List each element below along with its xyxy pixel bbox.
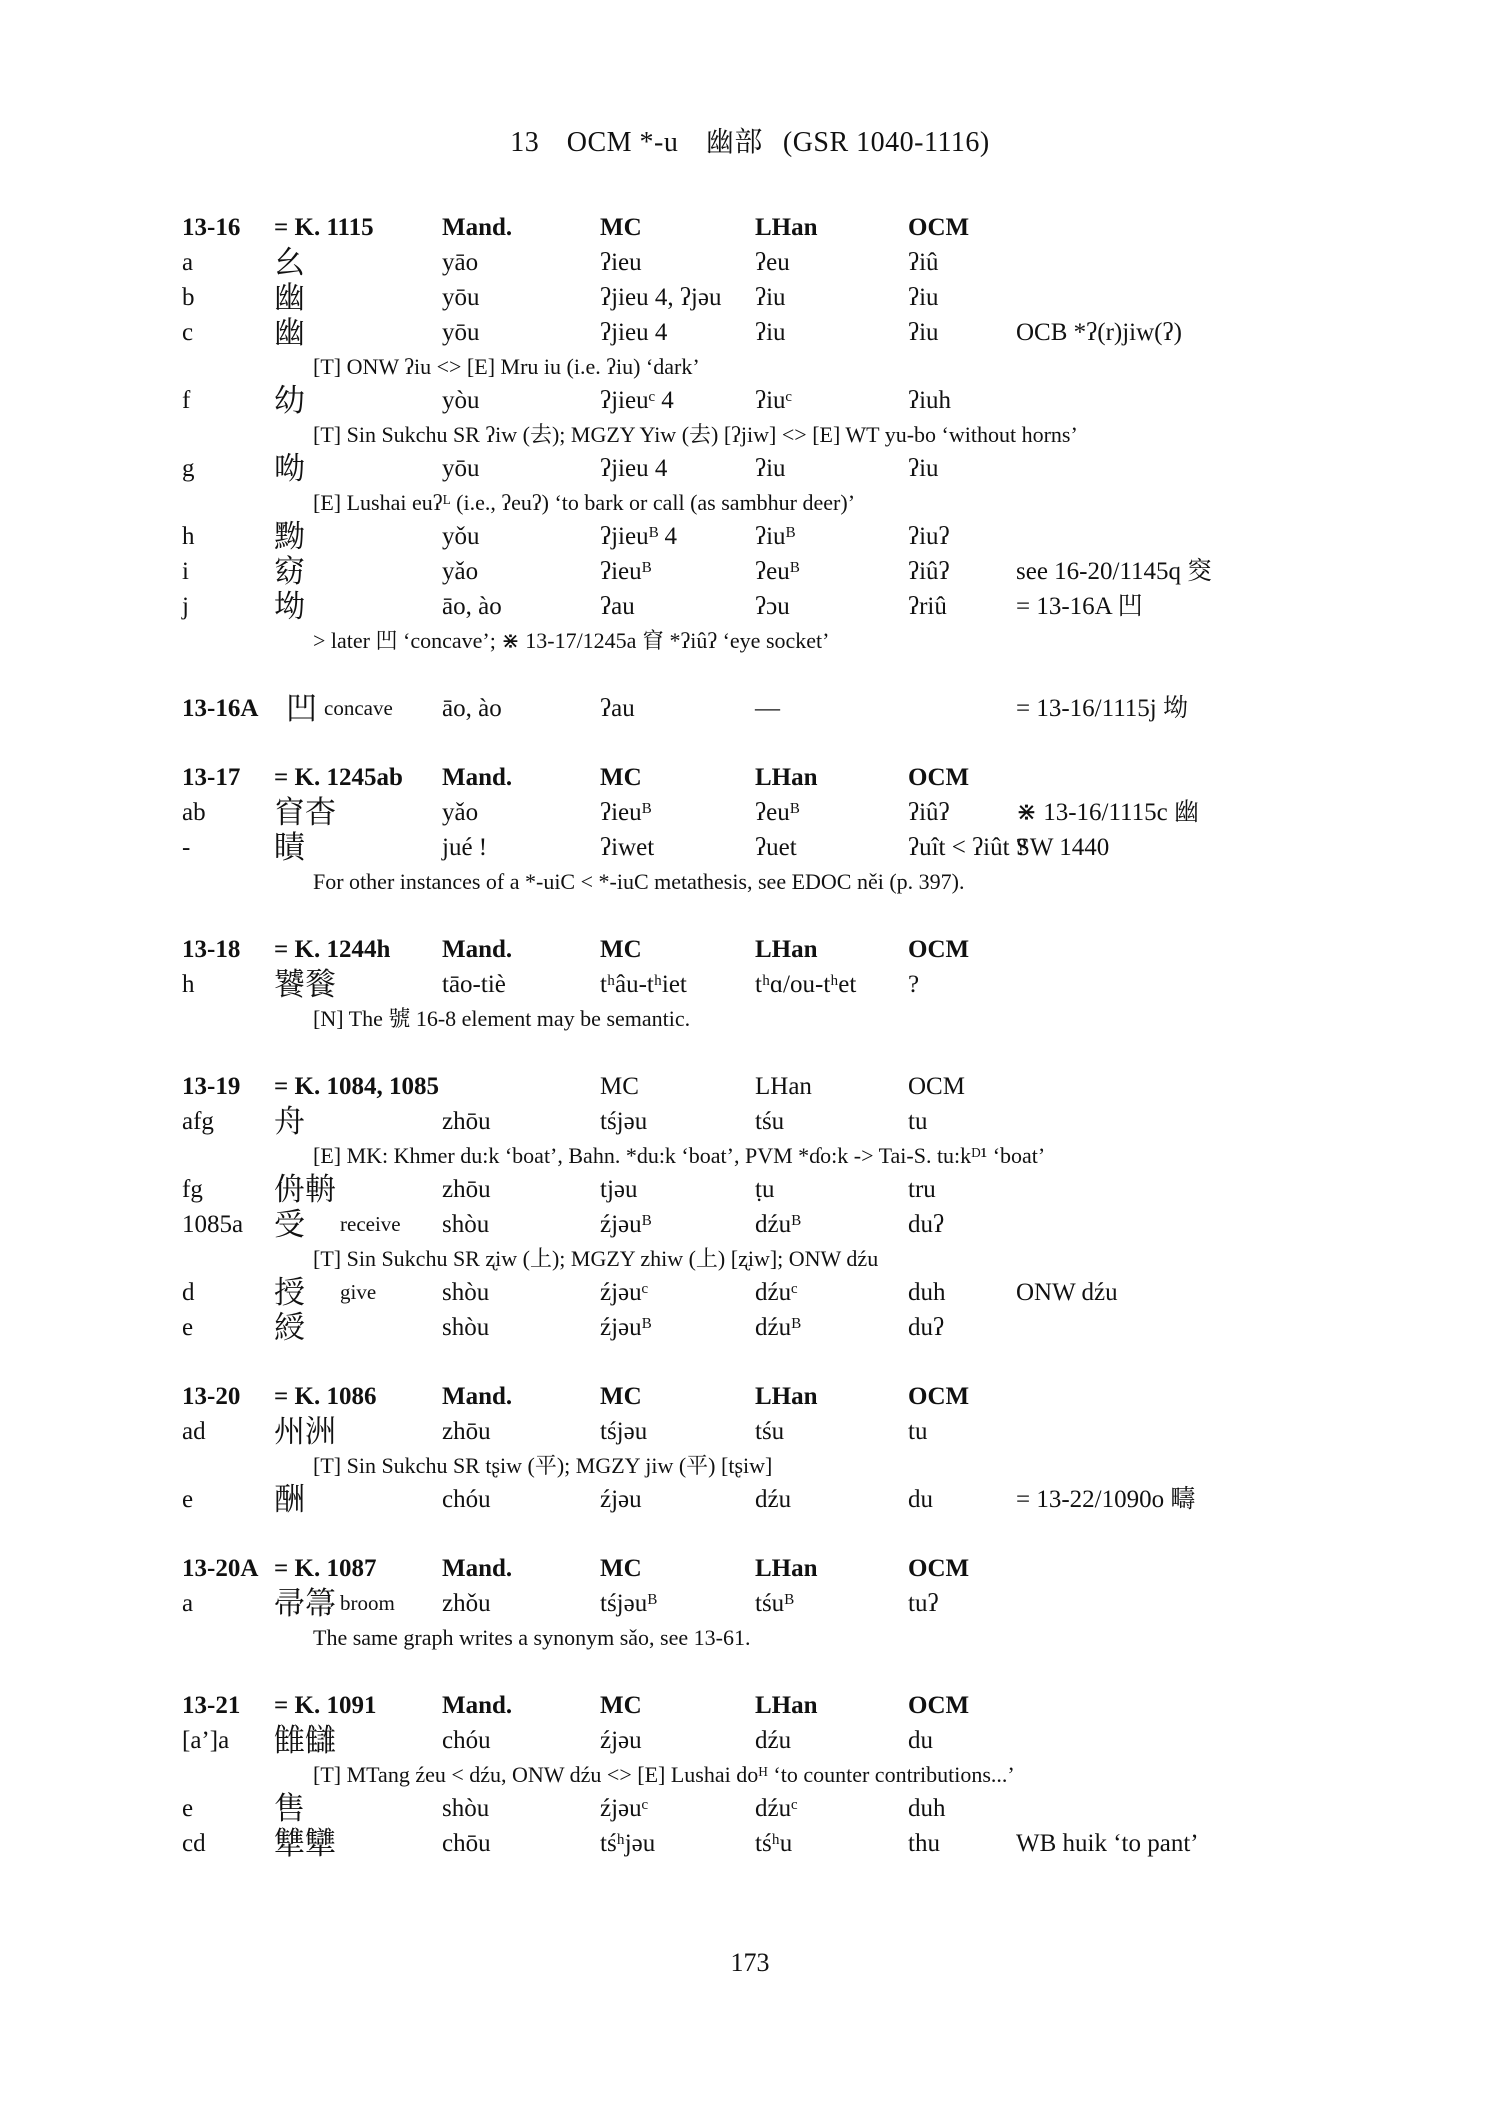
- entry-id: i: [182, 558, 189, 585]
- entry-row: [182, 1482, 1322, 1517]
- karlgren-ref: = K. 1245ab: [274, 764, 403, 791]
- entry-row: [182, 1723, 1322, 1758]
- col-header-mand: Mand.: [442, 936, 513, 963]
- entry-row: [182, 383, 1322, 418]
- chapter-chinese: 幽部: [705, 127, 763, 158]
- entry-mc: tʰâu-tʰiet: [600, 971, 687, 998]
- entry-ocm: ʔiu: [908, 319, 939, 346]
- entry-row: [182, 1826, 1322, 1861]
- entry-id: c: [182, 319, 194, 346]
- entry-mand: zhōu: [442, 1108, 491, 1135]
- entry-lhan: dźu: [755, 1727, 792, 1754]
- entry-row: [182, 967, 1322, 1002]
- entry-graph: 幺: [274, 245, 305, 280]
- entry-lhan: dźuᴮ: [755, 1314, 801, 1341]
- section-id: 13-19: [182, 1073, 241, 1100]
- entry-mand: yōu: [442, 455, 480, 482]
- entry-graph: 坳: [274, 589, 305, 624]
- entry-lhan: ʔeuᴮ: [755, 799, 800, 826]
- entry-id: e: [182, 1795, 194, 1822]
- entry-mc: ʔiwet: [600, 834, 655, 861]
- entry-id: h: [182, 971, 195, 998]
- section-id: 13-20: [182, 1383, 241, 1410]
- entry-id: -: [182, 834, 191, 861]
- entry-lhan: tśʰu: [755, 1830, 793, 1857]
- entry-mand: shòu: [442, 1795, 490, 1822]
- entry-id: cd: [182, 1830, 206, 1857]
- entry-mc: źjəuᴮ: [600, 1211, 652, 1238]
- entry-ocm: tru: [908, 1176, 936, 1203]
- entry-note: OCB *ʔ(r)jiw(ʔ): [1016, 319, 1182, 346]
- entry-graph: 呦: [274, 451, 305, 486]
- entry-comment: > later 凹 ‘concave’; ⋇ 13-17/1245a 窅 *ʔiûʔ ‘eye socket’: [313, 628, 830, 653]
- entry-mand: shòu: [442, 1211, 490, 1238]
- entry-lhan: —: [755, 695, 780, 722]
- entry-ocm: ʔriû: [908, 593, 947, 620]
- entry-comment: [T] Sin Sukchu SR ʐiw (上); MGZY zhiw (上) [ʐiw]; ONW dźu: [313, 1246, 879, 1271]
- entry-section: [182, 1551, 1322, 1654]
- entry-mand: chōu: [442, 1830, 491, 1857]
- entry-note: WB huik ‘to pant’: [1016, 1830, 1199, 1857]
- entry-graph: 售: [274, 1791, 305, 1826]
- karlgren-ref: = K. 1084, 1085: [274, 1073, 439, 1100]
- col-header-ocm: OCM: [908, 1073, 965, 1100]
- entry-id: e: [182, 1486, 194, 1513]
- section-id: 13-20A: [182, 1555, 259, 1582]
- entry-graph: 舟: [274, 1104, 305, 1139]
- chapter-number: 13: [510, 127, 540, 158]
- entry-lhan: tśu: [755, 1108, 785, 1135]
- entry-ocm: tu: [908, 1108, 928, 1135]
- section-header: [182, 1069, 1322, 1104]
- entry-section: [182, 210, 1322, 657]
- entry-id: afg: [182, 1108, 214, 1135]
- entry-mand: yāo: [442, 249, 479, 276]
- entry-comment: [T] Sin Sukchu SR ʔiw (去); MGZY Yiw (去) [ʔjiw] <> [E] WT yu-bo ‘without horns’: [313, 422, 1078, 447]
- entry-mand: āo, ào: [442, 593, 502, 620]
- entry-ocm: duʔ: [908, 1314, 945, 1341]
- col-header-mc: MC: [600, 1073, 639, 1100]
- col-header-mand: Mand.: [442, 214, 513, 241]
- entry-row: [182, 795, 1322, 830]
- col-header-lhan: LHan: [755, 1692, 818, 1719]
- col-header-ocm: OCM: [908, 764, 970, 791]
- entry-ocm: duʔ: [908, 1211, 945, 1238]
- entry-comment: [N] The 號 16-8 element may be semantic.: [313, 1006, 691, 1031]
- entry-row: [182, 1586, 1322, 1621]
- col-header-mc: MC: [600, 214, 642, 241]
- entry-mc: ʔjieuᶜ 4: [600, 387, 674, 414]
- entry-mc: źjəu: [600, 1486, 642, 1513]
- entry-ocm: duh: [908, 1279, 946, 1306]
- entry-mc: ʔieuᴮ: [600, 799, 652, 826]
- entry-row: [182, 1791, 1322, 1826]
- section-id: 13-17: [182, 764, 241, 791]
- entry-graph: 幽: [274, 280, 305, 315]
- entry-mand: yǎo: [442, 558, 479, 585]
- entry-row: [182, 1172, 1322, 1207]
- entry-ocm: tuʔ: [908, 1590, 939, 1617]
- entry-lhan: ʔiu: [755, 455, 786, 482]
- entry-lhan: dźuᶜ: [755, 1795, 798, 1822]
- entry-lhan: ʔiuᴮ: [755, 523, 796, 550]
- entry-ocm: ʔuît < ʔiût ?: [908, 834, 1027, 861]
- page-header: [0, 120, 1500, 160]
- entry-id: f: [182, 387, 191, 414]
- entry-row: [182, 589, 1322, 624]
- section-id: 13-18: [182, 936, 241, 963]
- col-header-ocm: OCM: [908, 214, 970, 241]
- entry-row: [182, 1104, 1322, 1139]
- entry-note: ONW dźu: [1016, 1279, 1118, 1306]
- entry-row: [182, 1310, 1322, 1345]
- col-header-lhan: LHan: [755, 1383, 818, 1410]
- entry-graph: 受: [274, 1207, 305, 1242]
- entry-section: [182, 932, 1322, 1035]
- section-header: [182, 760, 1322, 795]
- entry-row: [182, 691, 1322, 726]
- col-header-mand: Mand.: [442, 1692, 513, 1719]
- entry-graph: 窈: [274, 554, 305, 589]
- section-id: 13-21: [182, 1692, 241, 1719]
- section-id: 13-16A: [182, 695, 259, 722]
- entry-ocm: duh: [908, 1795, 946, 1822]
- entry-section: [182, 760, 1322, 898]
- entry-note: = 13-16/1115j 坳: [1016, 695, 1188, 722]
- entry-mand: yǒu: [442, 523, 480, 550]
- col-header-ocm: OCM: [908, 1383, 970, 1410]
- entry-lhan: ʔɔu: [755, 593, 790, 620]
- page-number: 173: [730, 1948, 770, 1977]
- entry-graph: 侜輈: [274, 1172, 336, 1207]
- entry-graph: 窅杳: [274, 795, 336, 830]
- karlgren-ref: = K. 1244h: [274, 936, 391, 963]
- entry-section: [182, 1069, 1322, 1345]
- entry-mand: yōu: [442, 319, 480, 346]
- karlgren-ref: = K. 1087: [274, 1555, 377, 1582]
- entry-id: b: [182, 284, 195, 311]
- entry-mc: ʔau: [600, 593, 635, 620]
- entry-gloss: concave: [324, 696, 393, 720]
- entry-mc: tjəu: [600, 1176, 638, 1203]
- entry-lhan: ʔiuᶜ: [755, 387, 792, 414]
- entry-mand: yǎo: [442, 799, 479, 826]
- col-header-lhan: LHan: [755, 936, 818, 963]
- entry-lhan: ʔiu: [755, 284, 786, 311]
- entry-mc: tśjəuᴮ: [600, 1590, 657, 1617]
- entry-ocm: thu: [908, 1830, 940, 1857]
- entry-id: g: [182, 455, 195, 482]
- section-id: 13-16: [182, 214, 241, 241]
- entry-id: [a’]a: [182, 1727, 230, 1754]
- karlgren-ref: = K. 1091: [274, 1692, 377, 1719]
- entry-ocm: du: [908, 1486, 933, 1513]
- entry-mc: źjəuᶜ: [600, 1795, 649, 1822]
- entry-graph: 帚箒: [274, 1586, 336, 1621]
- entry-comment: [T] ONW ʔiu <> [E] Mru iu (i.e. ʔiu) ‘dark’: [313, 354, 700, 379]
- entry-row: [182, 280, 1322, 315]
- entry-ocm: ?: [908, 971, 920, 998]
- entry-gloss: broom: [340, 1591, 395, 1615]
- entry-comment: [E] Lushai euʔᴸ (i.e., ʔeuʔ) ‘to bark or call (as sambhur deer)’: [313, 490, 856, 515]
- entry-lhan: tʰɑ/ou-tʰet: [755, 971, 857, 998]
- entry-ocm: ʔiûʔ: [908, 799, 950, 826]
- entry-lhan: ʔeu: [755, 249, 790, 276]
- entry-id: ad: [182, 1418, 206, 1445]
- entry-id: fg: [182, 1176, 203, 1203]
- col-header-mc: MC: [600, 936, 642, 963]
- entry-id: a: [182, 1590, 194, 1617]
- entry-mc: ʔieu: [600, 249, 642, 276]
- entry-ocm: tu: [908, 1418, 928, 1445]
- section-header: [182, 210, 1322, 245]
- karlgren-ref: = K. 1086: [274, 1383, 377, 1410]
- entry-id: a: [182, 249, 194, 276]
- section-header: [182, 1551, 1322, 1586]
- entry-gloss: receive: [340, 1212, 401, 1236]
- entry-ocm: ʔiû: [908, 249, 939, 276]
- entry-mc: tśjəu: [600, 1418, 648, 1445]
- entry-lhan: ʔeuᴮ: [755, 558, 800, 585]
- entry-graph: 饕餮: [274, 967, 336, 1002]
- section-header: [182, 932, 1322, 967]
- entry-mand: yòu: [442, 387, 480, 414]
- entry-mand: yōu: [442, 284, 480, 311]
- entry-graph: 授: [274, 1275, 305, 1310]
- entry-mc: źjəu: [600, 1727, 642, 1754]
- entry-graph: 雔讎: [274, 1723, 336, 1758]
- entry-row: [182, 830, 1322, 865]
- entry-id: ab: [182, 799, 206, 826]
- entry-id: d: [182, 1279, 195, 1306]
- entry-id: e: [182, 1314, 194, 1341]
- entry-ocm: ʔiuʔ: [908, 523, 950, 550]
- entry-gloss: give: [340, 1280, 377, 1304]
- entry-ocm: ʔiu: [908, 284, 939, 311]
- section-header: [182, 1688, 1322, 1723]
- col-header-lhan: LHan: [755, 764, 818, 791]
- entry-mc: ʔau: [600, 695, 635, 722]
- entry-comment: For other instances of a *-uiC < *-iuC metathesis, see EDOC něi (p. 397).: [313, 869, 965, 894]
- entry-graph: 凹: [286, 691, 317, 726]
- entry-mand: zhōu: [442, 1418, 491, 1445]
- entry-note: ⋇ 13-16/1115c 幽: [1016, 799, 1199, 826]
- col-header-lhan: LHan: [755, 214, 818, 241]
- entry-id: h: [182, 523, 195, 550]
- entry-mand: zhǒu: [442, 1590, 491, 1617]
- entry-mand: tāo-tiè: [442, 971, 506, 998]
- entry-graph: 黝: [274, 519, 305, 554]
- entry-mc: ʔjieuᴮ 4: [600, 523, 678, 550]
- entry-section: [182, 1688, 1322, 1861]
- col-header-lhan: LHan: [755, 1555, 818, 1582]
- col-header-ocm: OCM: [908, 936, 970, 963]
- entry-mc: źjəuᴮ: [600, 1314, 652, 1341]
- entry-ocm: ʔiûʔ: [908, 558, 950, 585]
- entry-row: [182, 451, 1322, 486]
- entry-id: 1085a: [182, 1211, 244, 1238]
- entry-graph: 酬: [274, 1482, 305, 1517]
- entry-note: see 16-20/1145q 窔: [1016, 558, 1213, 585]
- karlgren-ref: = K. 1115: [274, 214, 374, 241]
- entry-graph: 幼: [274, 383, 305, 418]
- entry-comment: [E] MK: Khmer du:k ‘boat’, Bahn. *du:k ‘boat’, PVM *ɗo:k -> Tai-S. tu:kᴰ¹ ‘boat’: [313, 1143, 1046, 1168]
- col-header-mand: Mand.: [442, 764, 513, 791]
- entry-mc: ʔjieu 4, ʔjəu: [600, 284, 722, 311]
- dictionary-body: [182, 210, 1322, 1895]
- entry-section: [182, 1379, 1322, 1517]
- entry-lhan: dźuᶜ: [755, 1279, 798, 1306]
- col-header-ocm: OCM: [908, 1555, 970, 1582]
- entry-comment: [T] Sin Sukchu SR tʂiw (平); MGZY jiw (平) [tʂiw]: [313, 1453, 773, 1478]
- entry-note: = 13-16A 凹: [1016, 593, 1143, 620]
- entry-mc: źjəuᶜ: [600, 1279, 649, 1306]
- entry-mand: chóu: [442, 1727, 491, 1754]
- entry-graph: 犨犫: [274, 1826, 336, 1861]
- entry-graph: 幽: [274, 315, 305, 350]
- entry-row: [182, 1414, 1322, 1449]
- entry-mc: tśjəu: [600, 1108, 648, 1135]
- entry-graph: 州洲: [274, 1414, 336, 1449]
- entry-lhan: tśu: [755, 1418, 785, 1445]
- entry-ocm: du: [908, 1727, 933, 1754]
- entry-row: [182, 1275, 1322, 1310]
- col-header-mc: MC: [600, 764, 642, 791]
- entry-mand: āo, ào: [442, 695, 502, 722]
- entry-mc: ʔieuᴮ: [600, 558, 652, 585]
- entry-mc: ʔjieu 4: [600, 319, 668, 346]
- entry-lhan: ʔuet: [755, 834, 797, 861]
- entry-ocm: ʔiu: [908, 455, 939, 482]
- entry-row: [182, 1207, 1322, 1242]
- entry-comment: [T] MTang źeu < dźu, ONW dźu <> [E] Lushai doᴴ ‘to counter contributions...’: [313, 1762, 1015, 1787]
- entry-mc: ʔjieu 4: [600, 455, 668, 482]
- entry-lhan: ʔiu: [755, 319, 786, 346]
- entry-mand: shòu: [442, 1314, 490, 1341]
- entry-lhan: ṭu: [755, 1176, 775, 1203]
- entry-row: [182, 554, 1322, 589]
- section-header: [182, 1379, 1322, 1414]
- entry-row: [182, 315, 1322, 350]
- col-header-mand: Mand.: [442, 1555, 513, 1582]
- chapter-title: OCM *-u: [566, 127, 679, 158]
- col-header-mc: MC: [600, 1555, 642, 1582]
- col-header-ocm: OCM: [908, 1692, 970, 1719]
- entry-mand: zhōu: [442, 1176, 491, 1203]
- entry-section: [182, 691, 1322, 726]
- col-header-mand: Mand.: [442, 1383, 513, 1410]
- col-header-lhan: LHan: [755, 1073, 812, 1100]
- entry-mand: shòu: [442, 1279, 490, 1306]
- entry-lhan: dźu: [755, 1486, 792, 1513]
- chapter-range: (GSR 1040-1116): [782, 127, 990, 158]
- entry-ocm: ʔiuh: [908, 387, 952, 414]
- entry-comment: The same graph writes a synonym sǎo, see 13-61.: [313, 1625, 751, 1650]
- col-header-mc: MC: [600, 1383, 642, 1410]
- entry-mand: chóu: [442, 1486, 491, 1513]
- entry-mc: tśʰjəu: [600, 1830, 656, 1857]
- entry-lhan: dźuᴮ: [755, 1211, 801, 1238]
- entry-graph: 綬: [274, 1310, 305, 1345]
- entry-graph: 瞔: [274, 830, 305, 865]
- entry-mand: jué !: [442, 834, 488, 861]
- entry-note: = 13-22/1090o 疇: [1016, 1486, 1196, 1513]
- entry-note: SW 1440: [1016, 834, 1110, 861]
- entry-id: j: [182, 593, 189, 620]
- entry-row: [182, 519, 1322, 554]
- entry-lhan: tśuᴮ: [755, 1590, 794, 1617]
- entry-row: [182, 245, 1322, 280]
- col-header-mc: MC: [600, 1692, 642, 1719]
